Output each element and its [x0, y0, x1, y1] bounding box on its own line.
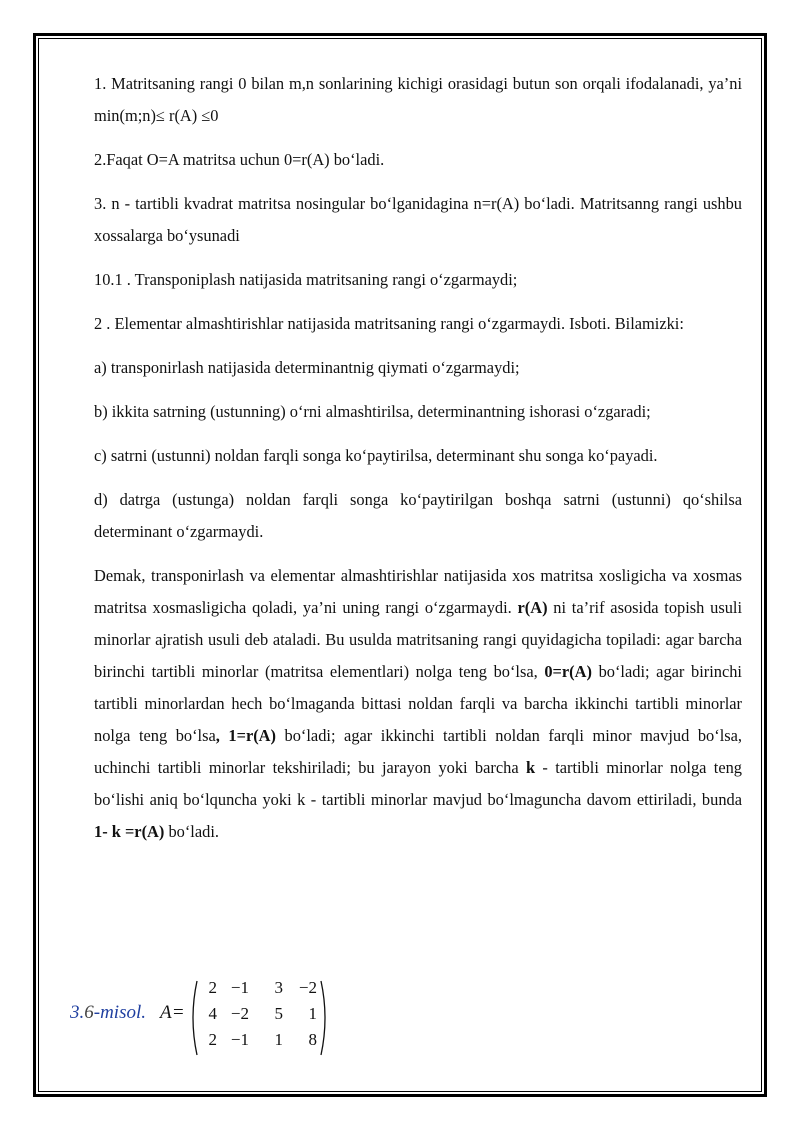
matrix-cell: −2	[298, 978, 317, 997]
matrix	[187, 978, 331, 1058]
conclusion-text-3: bo‘ladi; agar birinchi tartibli minorlardan hech bo‘lmaganda bittasi noldan farqli va barcha ikkinchi tartibli minorlar nolga teng bo‘lsa	[94, 662, 742, 745]
matrix-cell: −1	[230, 1030, 249, 1049]
conclusion-bold-5: 1- k =r(A)	[94, 822, 165, 841]
conclusion-text-5: - tartibli minorlar nolga teng bo‘lishi aniq bo‘lquncha yoki k - tartibli minorlar mavjud bo‘lmaguncha davom ettiriladi, bunda	[94, 758, 742, 809]
matrix-cell: 5	[274, 1004, 283, 1023]
matrix-cell: −1	[230, 978, 249, 997]
matrix-cell: 8	[308, 1030, 317, 1049]
equals-sign: =	[173, 1002, 184, 1023]
example-block	[70, 972, 370, 1062]
matrix-cell: 4	[208, 1004, 217, 1023]
example-label-c: -misol.	[93, 1002, 146, 1023]
item-d: d) datrga (ustunga) noldan farqli songa ko‘paytirilgan boshqa satrni (ustunni) qo‘shilsa determinant o‘zgarmaydi.	[94, 490, 742, 541]
document-body	[94, 68, 742, 860]
conclusion-bold-1: r(A)	[517, 598, 548, 617]
matrix-cell: 1	[274, 1030, 283, 1049]
property-3: 3. n - tartibli kvadrat matritsa nosingular bo‘lganidagina n=r(A) bo‘ladi. Matritsanng rangi ushbu xossalarga bo‘ysunadi	[94, 194, 742, 245]
matrix-cell: 2	[208, 978, 217, 997]
conclusion-text-6: bo‘ladi.	[164, 822, 219, 841]
item-c: c) satrni (ustunni) noldan farqli songa ko‘paytirilsa, determinant shu songa ko‘payadi.	[94, 446, 658, 465]
rule-10-1: 10.1 . Transponiplash natijasida matritsaning rangi o‘zgarmaydi;	[94, 270, 518, 289]
matrix-variable: A	[160, 1002, 172, 1023]
conclusion-paragraph	[94, 560, 742, 848]
item-b: b) ikkita satrning (ustunning) o‘rni almashtirilsa, determinantning ishorasi o‘zgaradi;	[94, 402, 651, 421]
conclusion-bold-2: 0=r(A)	[544, 662, 592, 681]
property-2: 2.Faqat O=A matritsa uchun 0=r(A) bo‘ladi.	[94, 150, 385, 169]
item-a: a) transponirlash natijasida determinantnig qiymati o‘zgarmaydi;	[94, 358, 520, 377]
example-label	[70, 1002, 146, 1024]
rule-2: 2 . Elementar almashtirishlar natijasida matritsaning rangi o‘zgarmaydi. Isboti. Bilamizki:	[94, 314, 684, 333]
conclusion-text-2: ni ta’rif asosida topish usuli minorlar ajratish usuli deb ataladi. Bu usulda matritsaning rangi quyidagicha topiladi: agar barcha birinchi tartibli minorlar (matritsa elementlari) nolga teng bo‘lsa,	[94, 598, 743, 681]
conclusion-text-4: bo‘ladi; agar ikkinchi tartibli noldan farqli minor mavjud bo‘lsa, uchinchi tartibli minorlar tekshiriladi; bu jarayon yoki barcha	[94, 726, 742, 777]
matrix-cell: −2	[230, 1004, 249, 1023]
matrix-cell: 2	[208, 1030, 217, 1049]
example-label-b: 6	[84, 1002, 94, 1023]
conclusion-bold-4: k	[525, 758, 536, 777]
matrix-cell: 1	[308, 1004, 317, 1023]
property-1: 1. Matritsaning rangi 0 bilan m,n sonlarining kichigi orasidagi butun son orqali ifodalanadi, ya’ni min(m;n)≤ r(A) ≤0	[94, 74, 742, 125]
example-label-a: 3.	[70, 1002, 85, 1023]
conclusion-text-1: Demak, transponirlash va elementar almashtirishlar natijasida xos matritsa xosligicha va xosmas matritsa xosmasligicha qoladi, ya’ni uning rangi o‘zgarmaydi.	[94, 566, 742, 617]
conclusion-bold-3: , 1=r(A)	[215, 726, 276, 745]
matrix-cell: 3	[274, 978, 283, 997]
